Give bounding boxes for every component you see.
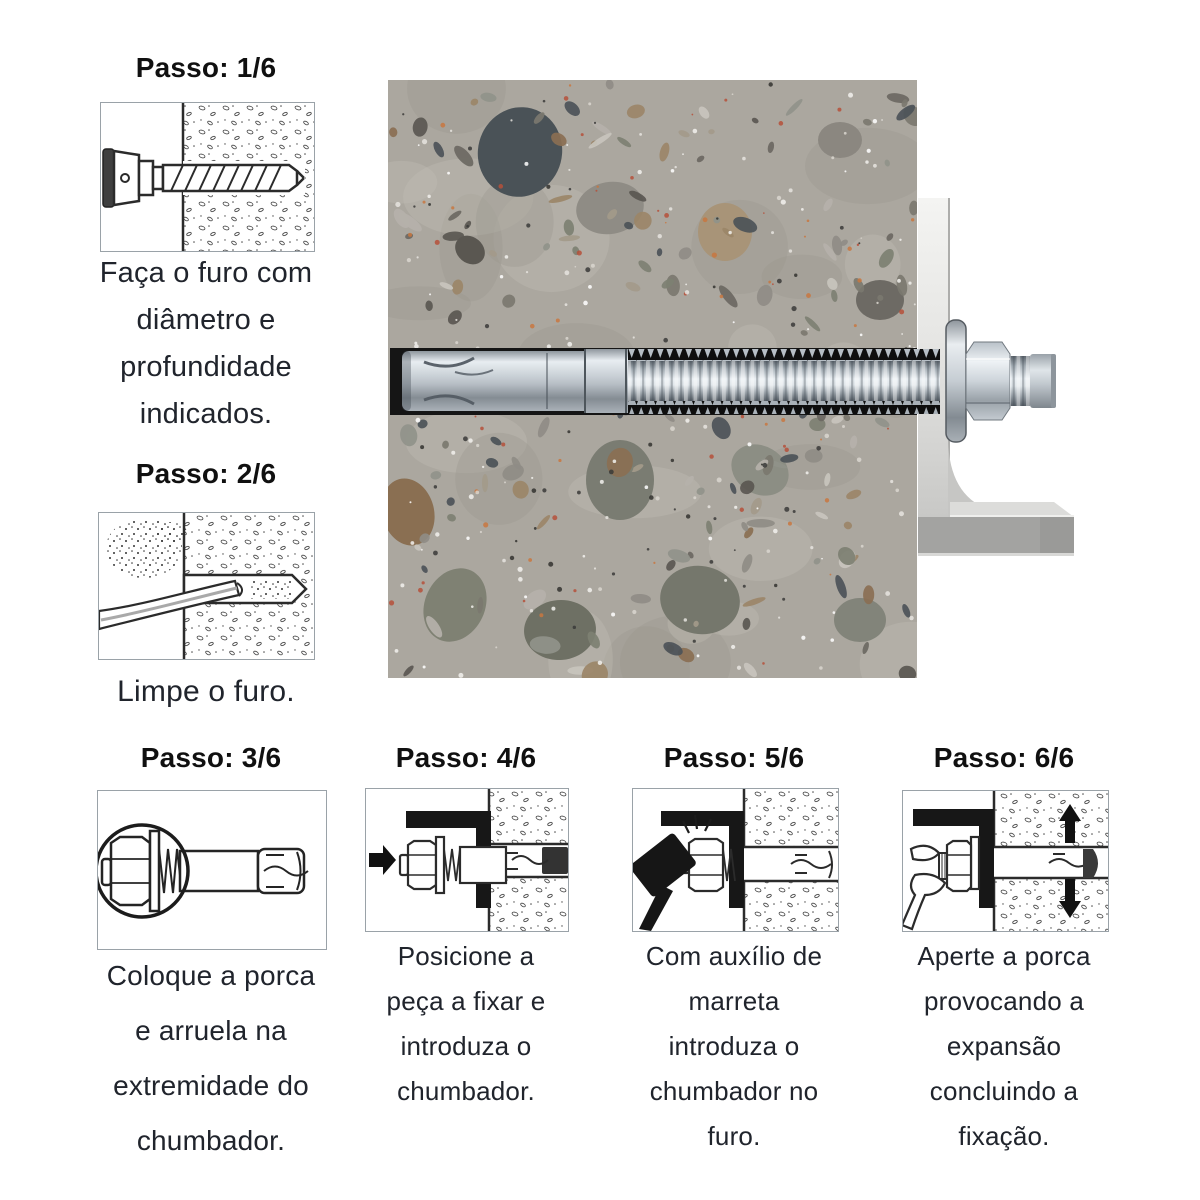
caption-line: Posicione a bbox=[397, 941, 535, 971]
caption-line: fixação. bbox=[958, 1121, 1050, 1151]
washer bbox=[946, 320, 966, 442]
caption-line: e arruela na bbox=[135, 1015, 287, 1046]
step-2-title: Passo: 2/6 bbox=[135, 458, 277, 489]
caption-line: provocando a bbox=[924, 986, 1084, 1016]
step-4-illustration-box bbox=[365, 788, 569, 932]
arrow-right-icon bbox=[369, 845, 396, 875]
caption-line: chumbador no bbox=[649, 1076, 819, 1106]
caption-line: expansão bbox=[946, 1031, 1062, 1061]
caption-line: Com auxílio de bbox=[645, 941, 823, 971]
caption-line: diâmetro e bbox=[136, 304, 276, 336]
step-3-illustration-box bbox=[97, 790, 327, 950]
step-1-illustration-box bbox=[100, 102, 315, 252]
step-5-illustration-box bbox=[632, 788, 839, 932]
caption-line: chumbador. bbox=[397, 1076, 535, 1106]
caption-line: concluindo a bbox=[929, 1076, 1079, 1106]
caption-line: Aperte a porca bbox=[917, 941, 1091, 971]
caption-line: extremidade do bbox=[113, 1070, 309, 1101]
hex-nut bbox=[966, 342, 1010, 420]
nut-washer-anchor-icon bbox=[98, 791, 326, 949]
step-5-title: Passo: 5/6 bbox=[663, 742, 805, 773]
clean-hole-icon bbox=[99, 513, 314, 659]
step-2-caption bbox=[36, 672, 376, 712]
wedge-anchor-installed-photo bbox=[388, 80, 1080, 680]
caption-line: Limpe o furo. bbox=[117, 675, 295, 708]
step-6-caption bbox=[844, 934, 1164, 1159]
caption-line: Coloque a porca bbox=[106, 960, 316, 991]
step-4-title: Passo: 4/6 bbox=[395, 742, 537, 773]
step-3-title: Passo: 3/6 bbox=[140, 742, 282, 773]
mallet-icon bbox=[633, 832, 697, 931]
caption-line: marreta bbox=[688, 986, 780, 1016]
step-1-title: Passo: 1/6 bbox=[135, 52, 277, 83]
caption-line: chumbador. bbox=[136, 1125, 286, 1156]
step-6-illustration-box bbox=[902, 790, 1109, 932]
caption-line: profundidade bbox=[120, 351, 292, 383]
wrench-expansion-icon bbox=[903, 791, 1108, 931]
mallet-anchor-icon bbox=[633, 789, 838, 931]
step-6-title: Passo: 6/6 bbox=[933, 742, 1075, 773]
caption-line: introduza o bbox=[668, 1031, 800, 1061]
caption-line: Faça o furo com bbox=[99, 257, 313, 289]
drill-hole-icon bbox=[101, 103, 314, 251]
step-2-illustration-box bbox=[98, 512, 315, 660]
caption-line: peça a fixar e bbox=[386, 986, 546, 1016]
step-1-caption bbox=[36, 250, 376, 438]
caption-line: indicados. bbox=[139, 398, 273, 430]
caption-line: introduza o bbox=[400, 1031, 532, 1061]
caption-line: furo. bbox=[707, 1121, 761, 1151]
insert-anchor-icon bbox=[366, 789, 568, 931]
